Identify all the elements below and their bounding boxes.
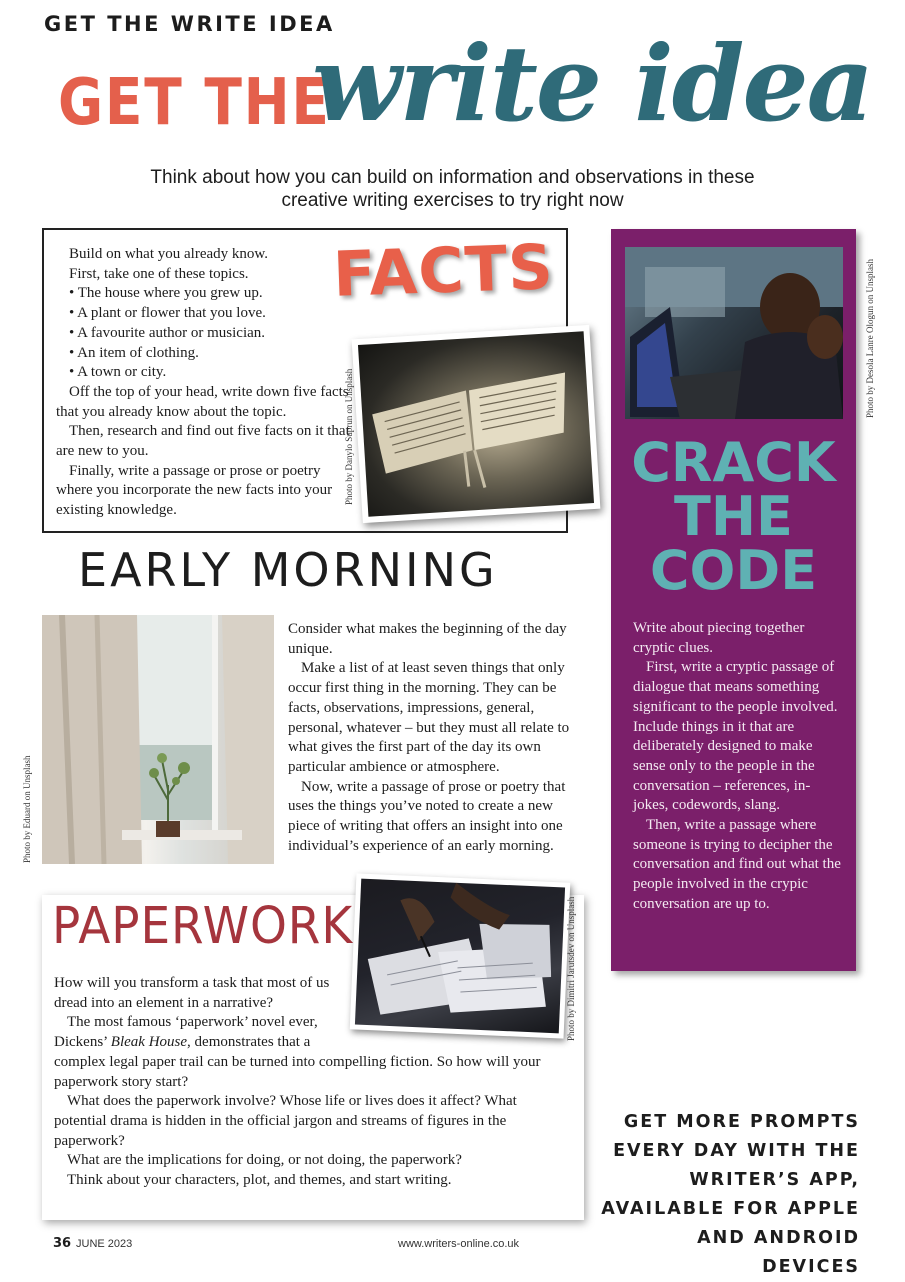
- crack-para3: Then, write a passage where someone is trying to decipher the conversation and find out what the people involved in the crypic conversation are up to.: [633, 817, 841, 912]
- title-get-the: GET THE: [58, 66, 331, 140]
- facts-topic: • The house where you grew up.: [69, 285, 263, 302]
- paperwork-para2-text: , demonstrates that a: [187, 1034, 311, 1051]
- early-morning-heading: EARLY MORNING: [78, 543, 498, 597]
- facts-topic: • A plant or flower that you love.: [69, 305, 266, 322]
- early-body: [288, 620, 584, 856]
- laptop-illustration: [625, 247, 843, 419]
- early-photo-credit: Photo by Eduard on Unsplash: [22, 755, 32, 863]
- paperwork-para4: What are the implications for doing, or not doing, the paperwork?: [67, 1152, 462, 1169]
- crack-heading: [612, 431, 855, 602]
- page-number: 36: [53, 1236, 72, 1251]
- facts-intro: Build on what you already know.: [69, 246, 268, 262]
- facts-heading: FACTS: [331, 230, 555, 311]
- crack-body: [633, 619, 845, 915]
- crack-para1: Write about piecing together cryptic clues.: [633, 620, 805, 656]
- paperwork-para1: How will you transform a task that most of us dread into an element in a narrative?: [54, 975, 330, 1011]
- issue-date: JUNE 2023: [76, 1238, 133, 1250]
- bleak-house-title: Bleak House: [110, 1034, 188, 1051]
- paperwork-para2-text: The most famous ‘paperwork’ novel ever, Dickens’: [54, 1014, 318, 1051]
- laptop-photo: [625, 247, 843, 419]
- crack-photo-credit: Photo by Desola Lanre Ologun on Unsplash: [865, 259, 875, 418]
- window-plant-illustration: [42, 615, 274, 864]
- paperwork-para5: Think about your characters, plot, and themes, and start writing.: [67, 1172, 452, 1189]
- facts-photo-credit: Photo by Danylo Suprun on Unsplash: [344, 368, 354, 505]
- subtitle: Think about how you can build on information and observations in these creative writing exercises to try right now: [150, 167, 755, 211]
- website-url[interactable]: www.writers-online.co.uk: [398, 1238, 520, 1250]
- window-photo: [42, 615, 274, 864]
- paperwork-heading: PAPERWORK: [52, 897, 354, 956]
- crack-heading-line: THE: [674, 485, 793, 548]
- book-photo: [352, 325, 601, 523]
- facts-first: First, take one of these topics.: [69, 265, 249, 282]
- paperwork-body: [54, 974, 564, 1191]
- crack-heading-line: CODE: [649, 539, 818, 602]
- facts-para3: Finally, write a passage or prose or poetry where you incorporate the new facts into your existing knowledge.: [56, 462, 333, 519]
- crack-heading-line: CRACK: [631, 431, 836, 494]
- paperwork-para2-cont: complex legal paper trail can be turned into compelling fiction. So how will your paperwork story start?: [54, 1053, 541, 1090]
- paperwork-para3: What does the paperwork involve? Whose life or lives does it affect? What potential drama is hidden in the official jargon and streams of figures in the paperwork?: [54, 1093, 517, 1149]
- title-write-idea: write idea: [312, 22, 873, 145]
- facts-topic: • A town or city.: [69, 364, 167, 381]
- early-para2: Make a list of at least seven things that only occur first thing in the morning. They can be facts, observations, impressions, general, personal, whatever – but they must all relate to what gives the first part of the day its own particular ambience or atmosphere.: [288, 660, 570, 775]
- facts-body: [56, 245, 356, 521]
- section-label: GET THE WRITE IDEA: [44, 12, 335, 36]
- facts-topic: • A favourite author or musician.: [69, 324, 266, 341]
- paperwork-para2: [54, 1013, 342, 1052]
- open-book-illustration: [358, 332, 581, 505]
- early-para1: Consider what makes the beginning of the day unique.: [288, 621, 567, 657]
- crack-para2: First, write a cryptic passage of dialogue that means something significant to the people involved. Include things in it that are deliberately designed to make sense only to the people in the conversation – references, in-jokes, codewords, slang.: [633, 659, 838, 814]
- early-para3: Now, write a passage of prose or poetry that uses the things you’ve noted to create a new piece of writing that offers an insight into one individual’s experience of an early morning.: [288, 778, 566, 854]
- facts-topic: • An item of clothing.: [69, 344, 199, 361]
- app-promo: GET MORE PROMPTS EVERY DAY WITH THE WRITER’S APP, AVAILABLE FOR APPLE AND ANDROID DEVICES: [601, 1112, 860, 1277]
- facts-para1: Off the top of your head, write down five facts that you already know about the topic.: [56, 383, 349, 420]
- paperwork-photo-credit: Photo by Dimitri Jarutsdev on Unsplash: [566, 896, 576, 1041]
- facts-para2: Then, research and find out five facts on it that are new to you.: [56, 423, 350, 460]
